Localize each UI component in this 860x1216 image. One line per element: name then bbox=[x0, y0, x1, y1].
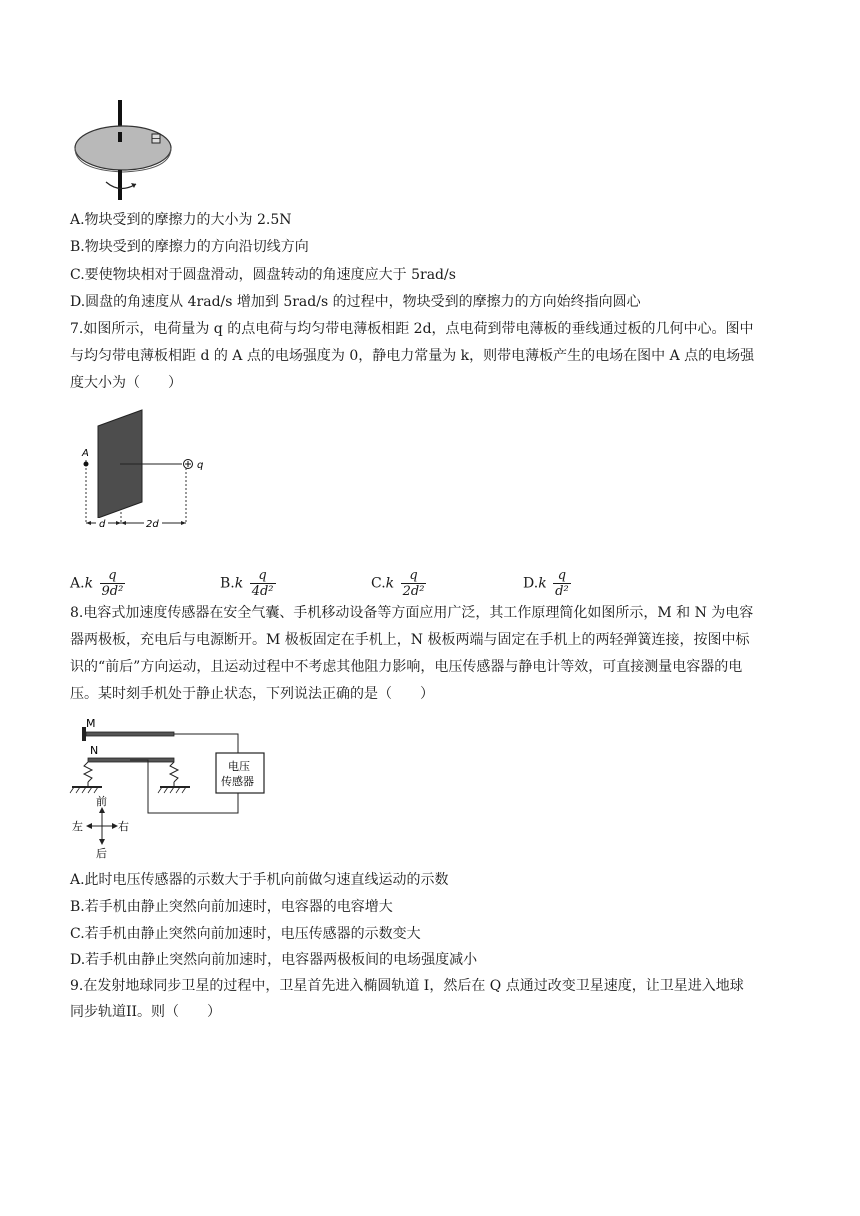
q6-option-d: D.圆盘的角速度从 4rad/s 增加到 5rad/s 的过程中，物块受到的摩擦力的方向始终指向圆心 bbox=[70, 294, 641, 310]
q7-option-c bbox=[371, 568, 426, 599]
q6-option-a: A.物块受到的摩擦力的大小为 2.5N bbox=[70, 212, 292, 228]
q6-option-b: B.物块受到的摩擦力的方向沿切线方向 bbox=[70, 239, 309, 255]
fraction-denominator: 2d² bbox=[402, 584, 425, 599]
option-letter: D. bbox=[523, 575, 539, 592]
point-a-label: A bbox=[82, 448, 89, 459]
q7-stem-line-3: 度大小为（ ） bbox=[70, 375, 182, 391]
option-fraction bbox=[250, 568, 276, 599]
option-k: k bbox=[385, 575, 395, 592]
q8-option-a: A.此时电压传感器的示数大于手机向前做匀速直线运动的示数 bbox=[70, 872, 449, 888]
plate-n-label: N bbox=[90, 744, 99, 757]
q7-option-b bbox=[220, 568, 276, 599]
option-fraction bbox=[100, 568, 126, 599]
fraction-numerator: q bbox=[557, 568, 567, 583]
fraction-denominator: 4d² bbox=[251, 584, 274, 599]
q7-stem-line-2: 与均匀带电薄板相距 d 的 A 点的电场强度为 0，静电力常量为 k，则带电薄板产生的电场在图中 A 点的电场强 bbox=[70, 348, 755, 364]
direction-left-label: 左 bbox=[72, 820, 83, 833]
direction-right-label: 右 bbox=[118, 820, 129, 833]
q8-stem-line-1: 8.电容式加速度传感器在安全气囊、手机移动设备等方面应用广泛，其工作原理简化如图所示，M 和 N 为电容 bbox=[70, 605, 754, 621]
q7-option-d bbox=[523, 568, 571, 599]
option-letter: A. bbox=[70, 575, 85, 592]
sensor-label-line1: 电压 bbox=[228, 760, 250, 773]
q7-option-a bbox=[70, 568, 125, 599]
direction-front-label: 前 bbox=[96, 795, 107, 808]
option-letter: B. bbox=[220, 575, 235, 592]
q8-stem-line-4: 压。某时刻手机处于静止状态，下列说法正确的是（ ） bbox=[70, 686, 434, 702]
option-letter: C. bbox=[371, 575, 386, 592]
disk-figure bbox=[70, 96, 185, 201]
q9-stem-line-2: 同步轨道II。则（ ） bbox=[70, 1004, 222, 1020]
q6-option-c: C.要使物块相对于圆盘滑动，圆盘转动的角速度应大于 5rad/s bbox=[70, 267, 456, 283]
capacitor-sensor-figure bbox=[68, 713, 268, 863]
q8-option-b: B.若手机由静止突然向前加速时，电容器的电容增大 bbox=[70, 899, 393, 915]
distance-2d-label: 2d bbox=[146, 519, 159, 530]
fraction-denominator: 9d² bbox=[101, 584, 124, 599]
q7-stem-line-1: 7.如图所示，电荷量为 q 的点电荷与均匀带电薄板相距 2d，点电荷到带电薄板的垂线通过板的几何中心。图中 bbox=[70, 321, 754, 337]
option-k: k bbox=[234, 575, 244, 592]
q8-stem-line-3: 识的“前后”方向运动，且运动过程中不考虑其他阻力影响，电压传感器与静电计等效，可直接测量电容器的电 bbox=[70, 659, 743, 675]
option-k: k bbox=[84, 575, 94, 592]
fraction-numerator: q bbox=[258, 568, 267, 583]
sensor-label-line2: 传感器 bbox=[221, 775, 254, 788]
plate-m-label: M bbox=[86, 717, 96, 730]
q9-stem-line-1: 9.在发射地球同步卫星的过程中，卫星首先进入椭圆轨道 I，然后在 Q 点通过改变卫星速度，让卫星进入地球 bbox=[70, 978, 744, 994]
fraction-numerator: q bbox=[409, 568, 418, 583]
direction-back-label: 后 bbox=[96, 847, 107, 860]
charge-q-label: q bbox=[197, 460, 204, 471]
q8-option-d: D.若手机由静止突然向前加速时，电容器两极板间的电场强度减小 bbox=[70, 952, 478, 968]
distance-d-label: d bbox=[99, 519, 106, 530]
q8-stem-line-2: 器两极板，充电后与电源断开。M 极板固定在手机上，N 极板两端与固定在手机上的两轻弹簧连接，按图中标 bbox=[70, 632, 750, 648]
fraction-denominator: d² bbox=[555, 584, 569, 599]
fraction-numerator: q bbox=[108, 568, 117, 583]
q8-option-c: C.若手机由静止突然向前加速时，电压传感器的示数变大 bbox=[70, 926, 421, 942]
option-fraction bbox=[553, 568, 571, 599]
option-k: k bbox=[538, 575, 547, 592]
charged-plate-figure bbox=[78, 402, 218, 532]
option-fraction bbox=[401, 568, 427, 599]
